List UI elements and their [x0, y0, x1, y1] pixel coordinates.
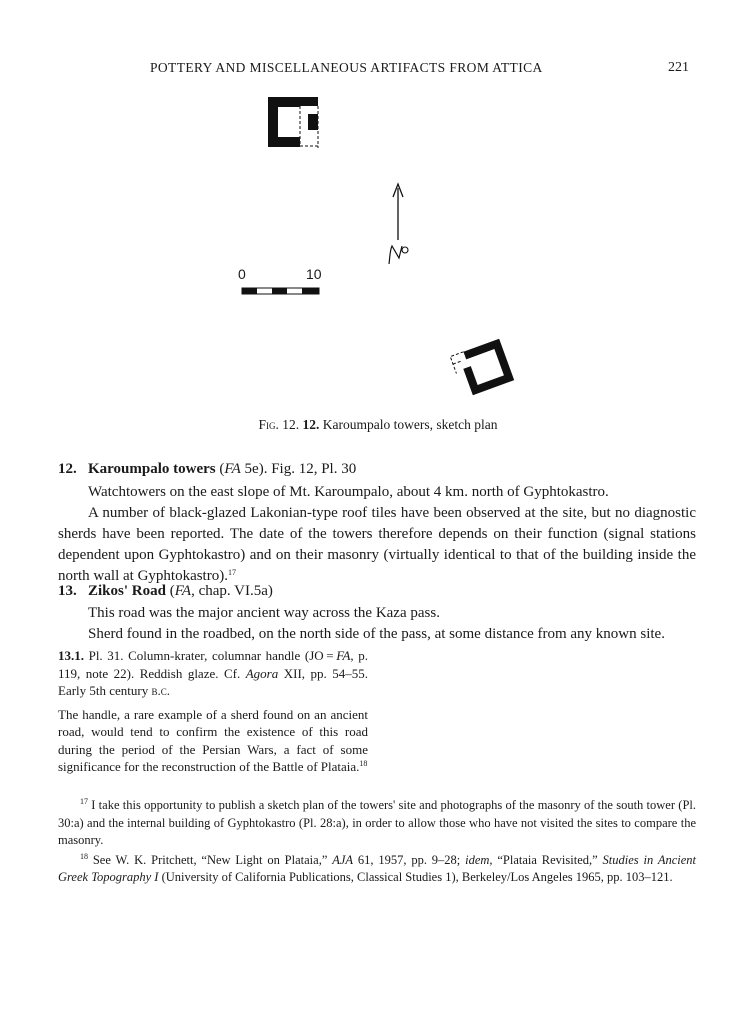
north-tower-south-wall [268, 137, 300, 147]
section-12-ref: 5e). Fig. 12, Pl. 30 [240, 461, 357, 477]
footnote-17: $^{17}$ I take this opportunity to publish a sketch plan of the towers' site and photographs of the masonry of the south tower (Pl. 30:a) and the internal building of Gyphtokastro (Pl. 28:a), in order to allow those who have not visited the sites to compare the masonry. [58, 797, 696, 847]
catalog-entry: 13.1. Pl. 31. Column-krater, columnar handle (JO = FA, p. 119, note 22). Reddish glaze. Cf. Agora XII, pp. 54–55. Early 5th century b.c. [58, 648, 369, 698]
caption-number: 12. [282, 417, 300, 432]
figure-12 [0, 0, 756, 440]
scale-label-start: 0 [238, 266, 246, 282]
catalog-13-1 [58, 647, 368, 776]
footnotes [58, 797, 696, 889]
section-13-heading: 13. Zikos' Road (FA, chap. VI.5a) [58, 583, 273, 599]
caption-text: Karoumpalo towers, sketch plan [322, 417, 498, 432]
section-13-ref-abbrev: FA [174, 583, 192, 599]
section-12-para-1: Watchtowers on the east slope of Mt. Karoumpalo, about 4 km. north of Gyphtokastro. [88, 484, 609, 500]
footnote-18: $^{18}$ See W. K. Pritchett, “New Light on Plataia,” AJA 61, 1957, pp. 9–28; idem, “Plataia Revisited,” Studies in Ancient Greek Topography I (University of California Publications, Classical Studies 1), Berkeley/Los Angeles 1965, pp. 103–121. [58, 851, 696, 884]
section-12-number: 12. [58, 461, 77, 477]
scale-bar [242, 288, 319, 294]
north-arrow [389, 184, 408, 264]
north-symbol [389, 246, 402, 264]
north-tower-east-stub [308, 114, 318, 130]
north-tower-north-wall [268, 97, 300, 107]
section-13-ref: , chap. VI.5a) [191, 583, 273, 599]
page-number: 221 [668, 60, 689, 75]
scale-label-end: 10 [306, 266, 322, 282]
catalog-entry-id: 13.1. [58, 648, 84, 663]
sketch-plan [0, 0, 756, 440]
section-12-heading: 12. Karoumpalo towers (FA 5e). Fig. 12, Pl. 30 [58, 461, 357, 477]
section-13-para-1: This road was the major ancient way across the Kaza pass. [88, 605, 440, 621]
footnote-ref-17: 17 [227, 568, 236, 577]
footnote-ref-18: 18 [359, 759, 368, 768]
section-12-ref-abbrev: FA [224, 461, 241, 477]
section-12-title: Karoumpalo towers [88, 461, 216, 477]
catalog-comment: The handle, a rare example of a sherd found on an ancient road, would tend to confirm the existence of this road during the period of the Persian Wars, a fact of some significance for the reconstruction of the Battle of Plataia.$^{18}$ [58, 706, 368, 774]
caption-id: 12. [302, 417, 320, 432]
figure-caption [0, 417, 756, 433]
section-12-para-2: A number of black-glazed Lakonian-type roof tiles have been observed at the site, but no diagnostic sherds have been reported. The date of the towers therefore depends on their function (signal stations dependent upon Gyphtokastro) and on their masonry (virtually identical to that of the building inside the north wall at Gyphtokastro).$^{17}$ [58, 505, 696, 584]
north-tower-plan [268, 97, 318, 148]
section-13-number: 13. [58, 583, 77, 599]
running-head: POTTERY AND MISCELLANEOUS ARTIFACTS FROM ATTICA [150, 60, 543, 75]
south-tower-plan [450, 339, 514, 398]
caption-label: Fig. [258, 417, 279, 432]
north-tower-ne-wall [298, 97, 318, 106]
section-13-title: Zikos' Road [88, 583, 166, 599]
section-13-para-2: Sherd found in the roadbed, on the north side of the pass, at some distance from any known site. [88, 626, 665, 642]
